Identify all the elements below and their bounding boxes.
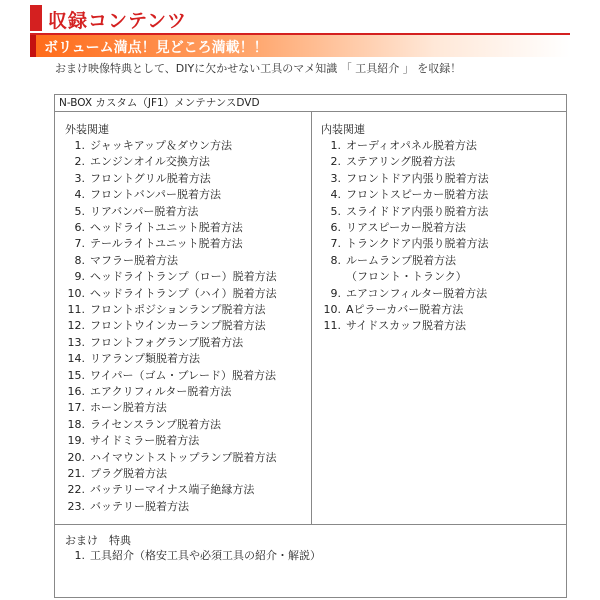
intro-text: おまけ映像特典として、DIYに欠かせない工具のマメ知識 「 工具紹介 」 を収録！ [55, 62, 462, 75]
item-number: 10. [323, 303, 341, 316]
section-title: 収録コンテンツ [48, 10, 188, 32]
item-number: 22. [67, 483, 85, 497]
list-item [63, 286, 277, 302]
item-number: 15. [67, 368, 85, 382]
list-item [63, 253, 178, 269]
item-text: サイドスカッフ脱着方法 [346, 319, 467, 333]
list-item [63, 302, 266, 318]
item-text: プラグ脱着方法 [90, 467, 167, 480]
item-number: 11. [67, 303, 85, 316]
list-item [63, 269, 277, 285]
item-text: Aピラーカバー脱着方法 [346, 303, 464, 316]
item-text: ホーン脱着方法 [90, 401, 167, 415]
item-number: 20. [67, 450, 85, 464]
item-text: エアクリフィルター脱着方法 [90, 385, 232, 398]
item-number: 4. [330, 188, 341, 202]
item-number: 3. [330, 171, 341, 185]
item-text: エンジンオイル交換方法 [90, 155, 210, 169]
list-item [319, 204, 488, 220]
list-item [63, 482, 254, 498]
list-item [319, 286, 487, 302]
list-item-continuation [319, 269, 467, 285]
item-text: フロントポジションランプ脱着方法 [90, 303, 266, 316]
item-text: ライセンスランプ脱着方法 [90, 417, 222, 431]
item-text: リアランプ類脱着方法 [90, 352, 200, 366]
item-number: 2. [74, 155, 85, 169]
list-item [63, 204, 198, 220]
list-item [63, 318, 266, 334]
subheader-text: ボリューム満点！見どころ満載！！ [44, 40, 268, 56]
list-item [63, 417, 221, 433]
list-item [319, 187, 488, 203]
item-number: 23. [67, 499, 85, 513]
item-number: 1. [74, 139, 85, 152]
item-number: 14. [67, 352, 85, 366]
item-number: 2. [330, 155, 341, 169]
item-text: フロントフォグランプ脱着方法 [90, 335, 244, 349]
list-item [319, 253, 456, 269]
item-number: 7. [74, 237, 85, 251]
item-text: フロントドア内張り脱着方法 [346, 171, 489, 185]
item-number: 11. [323, 319, 341, 333]
list-item [63, 450, 277, 466]
item-number: 10. [67, 286, 85, 300]
list-item [63, 335, 243, 351]
list-item [319, 171, 489, 187]
list-item [319, 154, 455, 170]
item-number: 6. [74, 221, 85, 234]
item-number: 19. [67, 434, 85, 448]
list-item [63, 351, 200, 367]
item-text: ジャッキアップ＆ダウン方法 [90, 139, 233, 152]
item-text: リアスピーカー脱着方法 [346, 221, 466, 234]
list-item [63, 400, 167, 416]
item-number: 7. [330, 237, 341, 251]
item-text: バッテリーマイナス端子絶縁方法 [90, 483, 255, 497]
bonus-heading: おまけ 特典 [65, 534, 131, 547]
subheader-banner [30, 35, 570, 57]
list-item [63, 236, 243, 252]
bonus-divider [55, 524, 566, 525]
list-item [63, 138, 232, 154]
dvd-title: N-BOX カスタム（JF1）メンテナンスDVD [55, 95, 566, 112]
item-text: ワイパー（ゴム・ブレード）脱着方法 [90, 368, 277, 382]
item-text: フロントスピーカー脱着方法 [346, 188, 489, 202]
item-text: ヘッドライトランプ（ハイ）脱着方法 [90, 286, 277, 300]
item-text: ヘッドライトランプ（ロー）脱着方法 [90, 270, 277, 284]
item-text: ルームランプ脱着方法 [346, 253, 456, 267]
list-item [63, 220, 243, 236]
item-text: フロントウインカーランプ脱着方法 [90, 319, 266, 333]
list-item [319, 236, 488, 252]
item-text: サイドミラー脱着方法 [90, 434, 200, 448]
item-number: 5. [330, 204, 341, 218]
item-number: 17. [67, 401, 85, 415]
list-item [63, 548, 321, 564]
item-number: 21. [67, 467, 85, 480]
list-item [63, 368, 276, 384]
item-text: ヘッドライトユニット脱着方法 [90, 221, 243, 234]
list-item [63, 384, 231, 400]
exterior-heading: 外装関連 [65, 123, 109, 136]
list-item [319, 138, 477, 154]
list-item [319, 302, 463, 318]
list-item [63, 187, 221, 203]
list-item [63, 499, 189, 515]
item-number: 1. [330, 139, 341, 152]
interior-heading: 内装関連 [321, 123, 365, 136]
item-text: オーディオパネル脱着方法 [346, 139, 477, 152]
item-number: 1. [74, 549, 85, 562]
item-text: フロントグリル脱着方法 [90, 171, 211, 185]
item-number: 13. [67, 335, 85, 349]
item-number: 8. [330, 253, 341, 267]
item-text: バッテリー脱着方法 [90, 499, 189, 513]
item-text: スライドドア内張り脱着方法 [346, 204, 489, 218]
item-number: 9. [74, 270, 85, 284]
item-number: 3. [74, 171, 85, 185]
item-number: 18. [67, 417, 85, 431]
item-text: トランクドア内張り脱着方法 [346, 237, 489, 251]
column-divider [311, 112, 312, 524]
item-number: 9. [330, 286, 341, 300]
item-text: （フロント・トランク） [346, 270, 467, 284]
section-header [30, 3, 570, 33]
item-text: フロントバンパー脱着方法 [90, 188, 222, 202]
list-item [63, 154, 210, 170]
item-number: 8. [74, 253, 85, 267]
list-item [63, 171, 211, 187]
item-text: エアコンフィルター脱着方法 [346, 286, 488, 300]
item-number: 5. [74, 204, 85, 218]
item-text: ハイマウントストップランプ脱着方法 [90, 450, 277, 464]
subheader-accent-bar [30, 35, 36, 57]
item-number: 12. [67, 319, 85, 333]
contents-table [54, 94, 567, 598]
item-text: 工具紹介（格安工具や必須工具の紹介・解説） [90, 549, 321, 562]
item-text: ステアリング脱着方法 [346, 155, 456, 169]
list-item [319, 318, 466, 334]
item-text: リアバンパー脱着方法 [90, 204, 199, 218]
item-text: テールライトユニット脱着方法 [90, 237, 243, 251]
list-item [63, 466, 167, 482]
item-text: マフラー脱着方法 [90, 253, 178, 267]
list-item [319, 220, 466, 236]
header-accent-bar [30, 5, 42, 31]
item-number: 6. [330, 221, 341, 234]
item-number: 16. [67, 385, 85, 398]
item-number: 4. [74, 188, 85, 202]
list-item [63, 433, 199, 449]
